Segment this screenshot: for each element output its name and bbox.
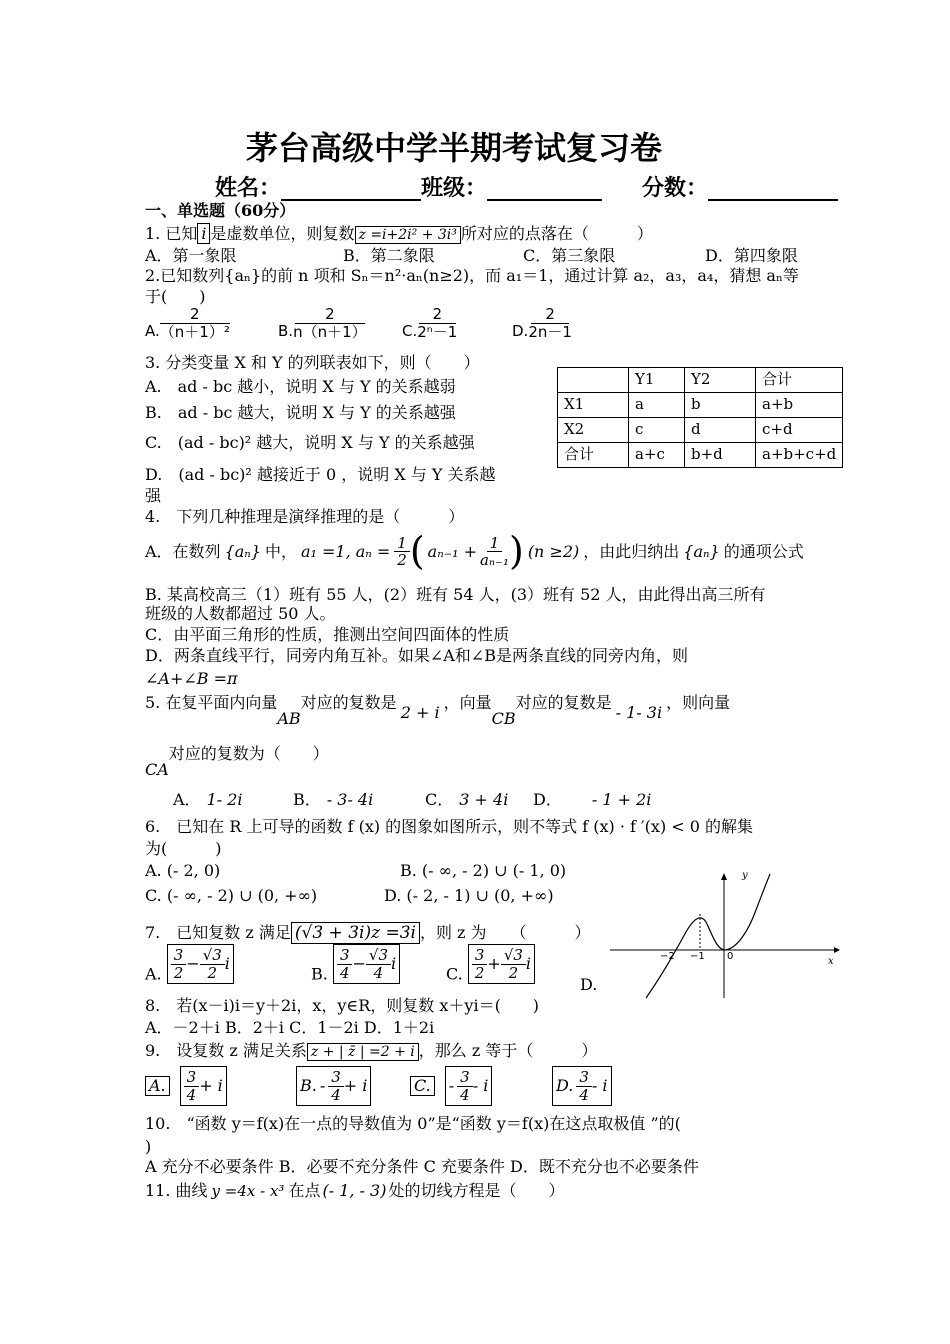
x-axis-arrow-icon xyxy=(834,947,840,953)
section-heading: 一、单选题（60分） xyxy=(145,201,296,220)
q9-option-d: D. $\frac{3}{4}$ - i xyxy=(552,1066,612,1106)
y-axis-arrow-icon xyxy=(721,873,727,880)
q3-option-c: C. (ad - bc)² 越大，说明 X 与 Y 的关系越强 xyxy=(145,433,475,452)
q1-option-a: A．第一象限 xyxy=(145,246,237,265)
q2-option-d-fraction: $\frac{2}{2n-1}$ xyxy=(528,305,572,341)
question-1-stem: 1. 已知 i 是虚数单位，则复数 z =i+2i² + 3i³ 所对应的点落在（ ） xyxy=(145,224,653,243)
table-cell: a+b+c+d xyxy=(756,443,843,468)
q7-option-b: B. $\frac{3}{4}$ − $\frac{√3}{4}$ i xyxy=(311,944,400,984)
q6-option-a: A. (- 2, 0) xyxy=(145,861,221,880)
table-cell: X2 xyxy=(558,418,629,443)
q4-option-b-line-2: 班级的人数都超过 50 人。 xyxy=(145,604,336,623)
question-6-line-2: 为( ) xyxy=(145,839,222,858)
table-cell: a xyxy=(629,393,685,418)
question-4-stem: 4. 下列几种推理是演绎推理的是（ ） xyxy=(145,507,465,526)
q9-option-a: A. $\frac{3}{4}$ + i xyxy=(145,1066,227,1106)
q4-option-d-line-1: D．两条直线平行，同旁内角互补。如果∠A和∠B是两条直线的同旁内角，则 xyxy=(145,646,688,665)
function-graph xyxy=(606,862,846,1002)
page-title: 茅台高级中学半期考试复习卷 xyxy=(246,129,663,167)
vector-ca: CA xyxy=(145,760,169,779)
name-blank[interactable] xyxy=(281,179,421,201)
class-blank[interactable] xyxy=(487,179,602,201)
table-cell: 合计 xyxy=(558,443,629,468)
class-label: 班级： xyxy=(421,176,488,201)
score-label: 分数： xyxy=(642,176,709,201)
q4-option-b-line-1: B. 某高校高三（1）班有 55 人，(2）班有 54 人，(3）班有 52 人，由此得出高三所有 xyxy=(145,585,766,604)
q4-option-c: C．由平面三角形的性质，推测出空间四面体的性质 xyxy=(145,625,510,644)
score-blank[interactable] xyxy=(708,179,838,201)
table-row xyxy=(558,418,843,443)
question-10-line-2: ) xyxy=(145,1137,152,1156)
q9-option-b: B. - $\frac{3}{4}$ + i xyxy=(296,1066,371,1106)
q1-option-b: B．第二象限 xyxy=(343,246,435,265)
table-cell: c+d xyxy=(756,418,843,443)
question-5-line-2: CA对应的复数为（ ） xyxy=(145,744,329,779)
table-cell: Y2 xyxy=(685,368,756,393)
table-cell: c xyxy=(629,418,685,443)
q9-equation: z + | z̄ | =2 + i xyxy=(307,1043,419,1061)
question-2-line-2: 于( ) xyxy=(145,287,206,306)
q9-option-c: C. - $\frac{3}{4}$ - i xyxy=(410,1066,492,1106)
question-7-stem: 7. 已知复数 z 满足 (√3 + 3i)z =3i ，则 z 为 （ ） xyxy=(145,923,591,943)
q6-option-d: D. (- 2, - 1) ∪ (0, +∞) xyxy=(384,886,554,905)
vector-cb: CB xyxy=(491,709,516,728)
table-row xyxy=(558,443,843,468)
table-cell xyxy=(558,368,629,393)
table-cell: b xyxy=(685,393,756,418)
q2-options: A. $\frac{2}{\text{（n＋1）²}}$ xyxy=(145,305,230,341)
q7-option-a: A. $\frac{3}{2}$ − $\frac{√3}{2}$ i xyxy=(145,944,234,984)
student-info-row xyxy=(215,176,838,201)
q3-option-b: B. ad - bc 越大，说明 X 与 Y 的关系越强 xyxy=(145,403,456,422)
question-11-stem: 11. 曲线 y =4x - x³ 在点 (- 1, - 3) 处的切线方程是（ ） xyxy=(145,1181,565,1200)
question-10-line-1: 10. “函数 y＝f(x)在一点的导数值为 0”是“函数 y＝f(x)在这点取极值 ”的( xyxy=(145,1114,681,1133)
q1-option-c: C．第三象限 xyxy=(523,246,616,265)
q6-option-c: C. (- ∞, - 2) ∪ (0, +∞) xyxy=(145,886,318,905)
question-9-stem: 9. 设复数 z 满足关系 z + | z̄ | =2 + i ，那么 z 等于（ ） xyxy=(145,1041,598,1060)
table-cell: Y1 xyxy=(629,368,685,393)
function-curve xyxy=(646,874,770,998)
q1-expression: z =i+2i² + 3i³ xyxy=(355,226,461,244)
q2-option-b-fraction: $\frac{2}{n(n+1)}$ xyxy=(293,305,367,341)
tick-label: −1 xyxy=(690,951,705,962)
q5-option-a: A． 1- 2i xyxy=(173,790,243,809)
q5-option-b: B． - 3- 4i xyxy=(293,790,374,809)
q5-option-d: D． - 1 + 2i xyxy=(533,790,652,809)
q3-option-a: A. ad - bc 越小，说明 X 与 Y 的关系越弱 xyxy=(145,377,456,396)
question-6-line-1: 6. 已知在 R 上可导的函数 f (x) 的图象如图所示，则不等式 f (x) · f ′(x) < 0 的解集 xyxy=(145,817,754,836)
q8-options: A．－2＋i B．2＋i C．1－2i D．1＋2i xyxy=(145,1018,435,1037)
table-row xyxy=(558,393,843,418)
q7-option-c: C. $\frac{3}{2}$ + $\frac{√3}{2}$ i xyxy=(446,944,535,984)
q4-option-a: A．在数列 {aₙ} 中， a₁ =1, aₙ = $\frac{1}{2}$ ( aₙ₋₁ + $\frac{1}{\text{aₙ₋₁}}$ ) (n ≥2) ，由此归纳出 {aₙ} 的通项公式 xyxy=(145,529,804,573)
q7-equation: (√3 + 3i)z =3i xyxy=(291,922,420,944)
table-cell: d xyxy=(685,418,756,443)
q4-option-d-line-2: ∠A+∠B =π xyxy=(145,669,238,688)
table-cell: 合计 xyxy=(756,368,843,393)
q5-option-c: C． 3 + 4i xyxy=(425,790,509,809)
table-cell: b+d xyxy=(685,443,756,468)
q3-option-d-wrap: 强 xyxy=(145,486,162,505)
y-axis-label: y xyxy=(742,870,748,881)
table-cell: a+b xyxy=(756,393,843,418)
q1-option-d: D．第四象限 xyxy=(705,246,798,265)
table-cell: X1 xyxy=(558,393,629,418)
question-2-line-1: 2.已知数列{aₙ}的前 n 项和 Sₙ＝n²·aₙ(n≥2)，而 a₁＝1，通过计算 a₂，a₃，a₄，猜想 aₙ等 xyxy=(145,266,799,285)
question-8-stem: 8. 若(x－i)i＝y＋2i，x，y∈R，则复数 x＋yi＝( ) xyxy=(145,996,540,1015)
q2-option-a-fraction: $\frac{2}{\text{（n＋1）²}}$ xyxy=(159,305,230,341)
contingency-table xyxy=(557,367,843,468)
vector-ab: AB xyxy=(277,709,301,728)
table-header-row xyxy=(558,368,843,393)
tick-label: 0 xyxy=(727,951,734,962)
question-5-line-1: 5. 在复平面内向量AB对应的复数是2 + i，向量CB对应的复数是- 1- 3i，则向量 xyxy=(145,693,731,728)
x-axis-label: x xyxy=(828,956,834,967)
q6-option-b: B. (- ∞, - 2) ∪ (- 1, 0) xyxy=(400,861,567,880)
q7-option-d: D. xyxy=(580,975,598,994)
tick-label: −2 xyxy=(660,951,675,962)
name-label: 姓名： xyxy=(215,176,282,201)
question-3-stem: 3. 分类变量 X 和 Y 的列联表如下，则（ ） xyxy=(145,353,480,372)
q3-option-d: D. (ad - bc)² 越接近于 0 ，说明 X 与 Y 关系越 xyxy=(145,465,496,484)
q10-options: A 充分不必要条件 B．必要不充分条件 C 充要条件 D．既不充分也不必要条件 xyxy=(145,1157,699,1176)
table-cell: a+c xyxy=(629,443,685,468)
q2-option-c-fraction: $\frac{2}{\text{2ⁿ－1}}$ xyxy=(417,305,458,341)
